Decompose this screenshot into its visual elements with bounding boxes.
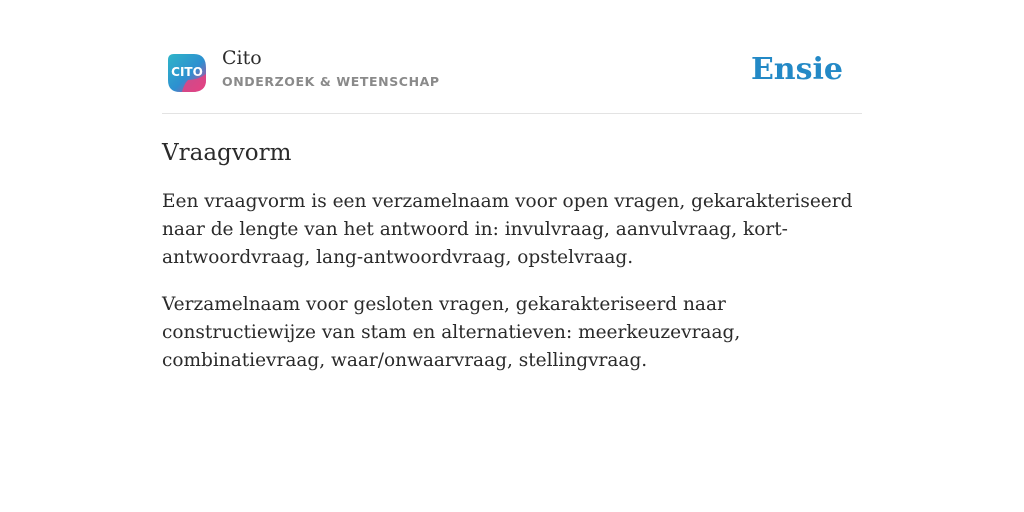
cito-logo-icon[interactable] — [164, 50, 210, 96]
definition-paragraph: Een vraagvorm is een verzamelnaam voor open vragen, gekarakteriseerd naar de lengte van het antwoord in: invulvraag, aanvulvraag, kort-antwoordvraag, lang-antwoordvraag, opstelvraag. — [162, 191, 853, 268]
header — [162, 40, 862, 114]
svg-text:CITO: CITO — [171, 65, 203, 79]
brand-name[interactable]: Cito — [222, 47, 262, 69]
definition-paragraph: Verzamelnaam voor gesloten vragen, gekarakteriseerd naar constructiewijze van stam en alternatieven: meerkeuzevraag, combinatievraag, waar/onwaarvraag, stellingvraag. — [162, 294, 741, 371]
brand-block — [222, 46, 440, 90]
page-title: Vraagvorm — [162, 140, 292, 166]
site-logo-link[interactable]: Ensie — [750, 52, 843, 87]
brand-subtitle: ONDERZOEK & WETENSCHAP — [222, 74, 440, 89]
content-container — [162, 40, 862, 375]
